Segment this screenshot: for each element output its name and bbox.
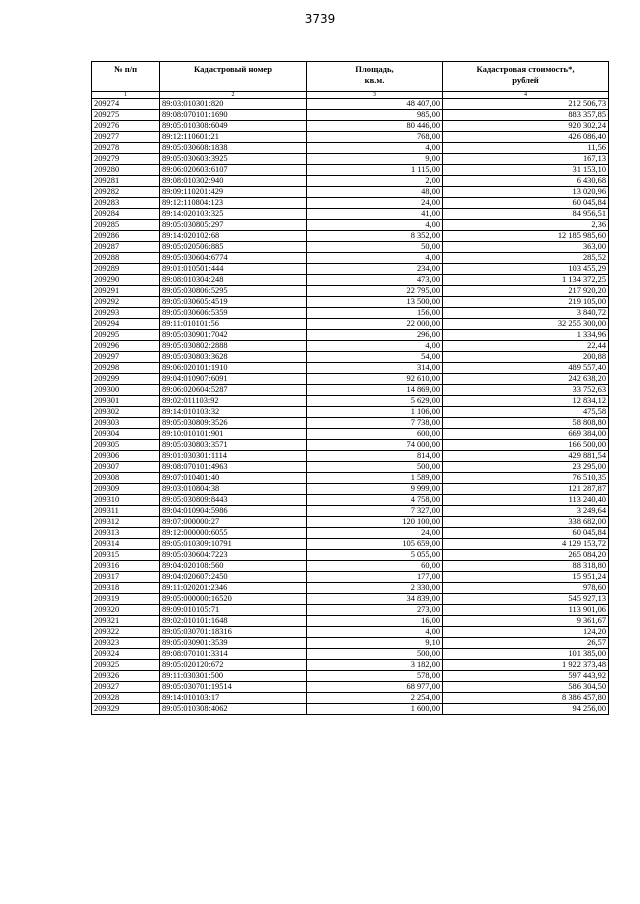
row-number-cell: 209319 [92, 594, 160, 605]
area-cell: 13 500,00 [307, 297, 443, 308]
row-number-cell: 209314 [92, 539, 160, 550]
area-cell: 2,00 [307, 176, 443, 187]
cadastral-value-cell: 166 500,00 [443, 440, 609, 451]
cadastral-number-cell: 89:03:010804:38 [160, 484, 307, 495]
cadastral-value-cell: 429 881,54 [443, 451, 609, 462]
cadastral-value-cell: 545 927,13 [443, 594, 609, 605]
table-row [92, 308, 609, 319]
table-row [92, 275, 609, 286]
cadastral-value-cell: 11,56 [443, 143, 609, 154]
header-row [92, 62, 609, 92]
cadastral-value-cell: 4 129 153,72 [443, 539, 609, 550]
cadastral-number-cell: 89:06:020603:6107 [160, 165, 307, 176]
table-row [92, 506, 609, 517]
cadastral-value-cell: 22,44 [443, 341, 609, 352]
cadastral-value-cell: 33 752,63 [443, 385, 609, 396]
table-row [92, 319, 609, 330]
row-number-cell: 209310 [92, 495, 160, 506]
page-number: 3739 [304, 12, 336, 26]
cadastral-value-cell: 242 638,20 [443, 374, 609, 385]
cadastral-value-cell: 8 386 457,80 [443, 693, 609, 704]
cadastral-number-cell: 89:05:020120:672 [160, 660, 307, 671]
table-row [92, 418, 609, 429]
row-number-cell: 209303 [92, 418, 160, 429]
table-row [92, 528, 609, 539]
cadastral-number-cell: 89:12:000000:6055 [160, 528, 307, 539]
area-cell: 273,00 [307, 605, 443, 616]
area-cell: 500,00 [307, 649, 443, 660]
cadastral-value-cell: 265 084,20 [443, 550, 609, 561]
cadastral-value-cell: 9 361,67 [443, 616, 609, 627]
cadastral-number-cell: 89:12:110804:123 [160, 198, 307, 209]
cadastral-value-cell: 84 956,51 [443, 209, 609, 220]
row-number-cell: 209313 [92, 528, 160, 539]
area-cell: 8 352,00 [307, 231, 443, 242]
cadastral-number-cell: 89:08:010304:248 [160, 275, 307, 286]
cadastral-number-cell: 89:06:020604:5287 [160, 385, 307, 396]
cadastral-value-cell: 219 105,00 [443, 297, 609, 308]
area-cell: 9,00 [307, 154, 443, 165]
table-row [92, 220, 609, 231]
row-number-cell: 209305 [92, 440, 160, 451]
row-number-cell: 209316 [92, 561, 160, 572]
row-number-cell: 209278 [92, 143, 160, 154]
area-cell: 74 000,00 [307, 440, 443, 451]
table-row [92, 253, 609, 264]
row-number-cell: 209317 [92, 572, 160, 583]
row-number-cell: 209300 [92, 385, 160, 396]
cadastral-value-cell: 6 430,68 [443, 176, 609, 187]
cadastral-number-cell: 89:01:030301:1114 [160, 451, 307, 462]
cadastral-number-cell: 89:10:010101:901 [160, 429, 307, 440]
row-number-cell: 209283 [92, 198, 160, 209]
table-row [92, 407, 609, 418]
row-number-cell: 209322 [92, 627, 160, 638]
row-number-cell: 209282 [92, 187, 160, 198]
area-cell: 34 839,00 [307, 594, 443, 605]
cadastral-number-cell: 89:02:010101:1648 [160, 616, 307, 627]
cadastral-value-cell: 597 443,92 [443, 671, 609, 682]
cadastral-number-cell: 89:09:110201:429 [160, 187, 307, 198]
table-row [92, 396, 609, 407]
cadastral-value-cell: 285,52 [443, 253, 609, 264]
area-cell: 120 100,00 [307, 517, 443, 528]
table-row [92, 594, 609, 605]
table-row [92, 649, 609, 660]
table-row [92, 693, 609, 704]
cadastral-number-cell: 89:05:030604:7223 [160, 550, 307, 561]
cadastral-number-cell: 89:04:010907:6091 [160, 374, 307, 385]
cadastral-value-cell: 88 318,80 [443, 561, 609, 572]
area-cell: 4,00 [307, 253, 443, 264]
table-row [92, 385, 609, 396]
table-row [92, 176, 609, 187]
cadastral-number-cell: 89:11:020201:2346 [160, 583, 307, 594]
area-cell: 177,00 [307, 572, 443, 583]
area-cell: 54,00 [307, 352, 443, 363]
cadastral-number-cell: 89:02:011103:92 [160, 396, 307, 407]
cadastral-number-cell: 89:05:020506:885 [160, 242, 307, 253]
cadastral-value-cell: 217 920,20 [443, 286, 609, 297]
area-cell: 4,00 [307, 220, 443, 231]
table-row [92, 660, 609, 671]
row-number-cell: 209329 [92, 704, 160, 715]
table-row [92, 154, 609, 165]
row-number-cell: 209292 [92, 297, 160, 308]
cadastral-value-cell: 489 557,40 [443, 363, 609, 374]
table-row [92, 627, 609, 638]
cadastral-value-cell: 338 682,00 [443, 517, 609, 528]
row-number-cell: 209302 [92, 407, 160, 418]
table-header [92, 62, 609, 99]
cadastral-number-cell: 89:11:030301:500 [160, 671, 307, 682]
cadastral-value-cell: 1 922 373,48 [443, 660, 609, 671]
table-row [92, 143, 609, 154]
cadastral-value-cell: 32 255 300,00 [443, 319, 609, 330]
cadastral-value-cell: 23 295,00 [443, 462, 609, 473]
row-number-cell: 209315 [92, 550, 160, 561]
row-number-cell: 209293 [92, 308, 160, 319]
area-cell: 1 106,00 [307, 407, 443, 418]
row-number-cell: 209301 [92, 396, 160, 407]
area-cell: 296,00 [307, 330, 443, 341]
area-cell: 1 589,00 [307, 473, 443, 484]
area-cell: 2 254,00 [307, 693, 443, 704]
table-row [92, 572, 609, 583]
cadastral-number-cell: 89:05:030803:3628 [160, 352, 307, 363]
cadastral-number-cell: 89:08:070101:3314 [160, 649, 307, 660]
cadastral-value-cell: 94 256,00 [443, 704, 609, 715]
cadastral-number-cell: 89:05:030901:7042 [160, 330, 307, 341]
row-number-cell: 209320 [92, 605, 160, 616]
row-number-cell: 209290 [92, 275, 160, 286]
table-row [92, 132, 609, 143]
row-number-cell: 209291 [92, 286, 160, 297]
row-number-cell: 209328 [92, 693, 160, 704]
area-cell: 814,00 [307, 451, 443, 462]
area-cell: 48 407,00 [307, 99, 443, 110]
cadastral-number-cell: 89:03:010301:820 [160, 99, 307, 110]
header-row-number: № п/п [92, 62, 160, 92]
cadastral-number-cell: 89:05:030604:6774 [160, 253, 307, 264]
header-cadastral-number: Кадастровый номер [160, 62, 307, 92]
row-number-cell: 209296 [92, 341, 160, 352]
row-number-cell: 209295 [92, 330, 160, 341]
row-number-cell: 209286 [92, 231, 160, 242]
cadastral-number-cell: 89:11:010101:56 [160, 319, 307, 330]
area-cell: 14 869,00 [307, 385, 443, 396]
area-cell: 578,00 [307, 671, 443, 682]
area-cell: 4 758,00 [307, 495, 443, 506]
area-cell: 5 629,00 [307, 396, 443, 407]
cadastral-number-cell: 89:14:010103:17 [160, 693, 307, 704]
cadastral-number-cell: 89:09:010105:71 [160, 605, 307, 616]
cadastral-value-cell: 31 153,10 [443, 165, 609, 176]
cadastral-number-cell: 89:07:000000:27 [160, 517, 307, 528]
table-row [92, 704, 609, 715]
row-number-cell: 209326 [92, 671, 160, 682]
table-row [92, 242, 609, 253]
row-number-cell: 209323 [92, 638, 160, 649]
table-row [92, 539, 609, 550]
cadastral-number-cell: 89:06:020101:1910 [160, 363, 307, 374]
cadastral-number-cell: 89:05:010309:10791 [160, 539, 307, 550]
area-cell: 4,00 [307, 341, 443, 352]
area-cell: 9 999,00 [307, 484, 443, 495]
cadastral-number-cell: 89:04:020607:2450 [160, 572, 307, 583]
area-cell: 9,10 [307, 638, 443, 649]
area-cell: 1 115,00 [307, 165, 443, 176]
row-number-cell: 209304 [92, 429, 160, 440]
area-cell: 41,00 [307, 209, 443, 220]
cadastral-number-cell: 89:07:010401:40 [160, 473, 307, 484]
table-row [92, 671, 609, 682]
row-number-cell: 209307 [92, 462, 160, 473]
cadastral-value-cell: 920 302,24 [443, 121, 609, 132]
cadastral-value-cell: 15 951,24 [443, 572, 609, 583]
cadastral-number-cell: 89:05:030806:5295 [160, 286, 307, 297]
table-row [92, 561, 609, 572]
cadastral-number-cell: 89:05:030606:5359 [160, 308, 307, 319]
area-cell: 80 446,00 [307, 121, 443, 132]
cadastral-value-cell: 426 086,40 [443, 132, 609, 143]
table-row [92, 363, 609, 374]
area-cell: 92 610,00 [307, 374, 443, 385]
area-cell: 2 330,00 [307, 583, 443, 594]
cadastral-value-cell: 13 020,96 [443, 187, 609, 198]
row-number-cell: 209311 [92, 506, 160, 517]
row-number-cell: 209325 [92, 660, 160, 671]
row-number-cell: 209294 [92, 319, 160, 330]
cadastral-value-cell: 3 249,64 [443, 506, 609, 517]
area-cell: 50,00 [307, 242, 443, 253]
cadastral-number-cell: 89:08:070101:4963 [160, 462, 307, 473]
cadastral-number-cell: 89:05:030701:19514 [160, 682, 307, 693]
row-number-cell: 209321 [92, 616, 160, 627]
row-number-cell: 209280 [92, 165, 160, 176]
table-row [92, 231, 609, 242]
table-row [92, 374, 609, 385]
table-row [92, 638, 609, 649]
table-row [92, 550, 609, 561]
cadastral-number-cell: 89:08:070101:1690 [160, 110, 307, 121]
table-row [92, 462, 609, 473]
cadastral-number-cell: 89:05:030809:8443 [160, 495, 307, 506]
cadastral-value-cell: 3 840,72 [443, 308, 609, 319]
area-cell: 7 327,00 [307, 506, 443, 517]
table-row [92, 451, 609, 462]
table-row [92, 209, 609, 220]
cadastral-number-cell: 89:05:030701:18316 [160, 627, 307, 638]
row-number-cell: 209324 [92, 649, 160, 660]
row-number-cell: 209274 [92, 99, 160, 110]
cadastral-value-cell: 12 834,12 [443, 396, 609, 407]
cadastral-value-cell: 1 334,96 [443, 330, 609, 341]
row-number-cell: 209276 [92, 121, 160, 132]
area-cell: 68 977,00 [307, 682, 443, 693]
area-cell: 3 182,00 [307, 660, 443, 671]
cadastral-value-cell: 363,00 [443, 242, 609, 253]
cadastral-number-cell: 89:04:020108:560 [160, 561, 307, 572]
table-row [92, 110, 609, 121]
cadastral-number-cell: 89:05:030605:4519 [160, 297, 307, 308]
cadastral-number-cell: 89:05:030608:1838 [160, 143, 307, 154]
row-number-cell: 209327 [92, 682, 160, 693]
area-cell: 473,00 [307, 275, 443, 286]
table-row [92, 330, 609, 341]
table-row [92, 682, 609, 693]
area-cell: 16,00 [307, 616, 443, 627]
area-cell: 105 659,00 [307, 539, 443, 550]
cadastral-number-cell: 89:05:030805:297 [160, 220, 307, 231]
cadastral-value-cell: 121 287,87 [443, 484, 609, 495]
table-row [92, 165, 609, 176]
cadastral-value-cell: 12 185 985,60 [443, 231, 609, 242]
cadastral-value-cell: 883 357,85 [443, 110, 609, 121]
cadastral-value-cell: 669 384,00 [443, 429, 609, 440]
cadastral-number-cell: 89:14:020103:325 [160, 209, 307, 220]
area-cell: 7 738,00 [307, 418, 443, 429]
table-row [92, 264, 609, 275]
table-row [92, 473, 609, 484]
cadastral-number-cell: 89:05:030603:3925 [160, 154, 307, 165]
cadastral-number-cell: 89:12:110601:21 [160, 132, 307, 143]
cadastral-value-cell: 58 808,80 [443, 418, 609, 429]
column-number: 3 [307, 92, 443, 99]
row-number-cell: 209287 [92, 242, 160, 253]
column-number: 4 [443, 92, 609, 99]
row-number-cell: 209288 [92, 253, 160, 264]
row-number-cell: 209308 [92, 473, 160, 484]
cadastral-number-cell: 89:05:030901:3539 [160, 638, 307, 649]
area-cell: 156,00 [307, 308, 443, 319]
area-cell: 234,00 [307, 264, 443, 275]
cadastral-value-cell: 978,60 [443, 583, 609, 594]
cadastral-number-cell: 89:05:030803:3571 [160, 440, 307, 451]
row-number-cell: 209284 [92, 209, 160, 220]
cadastral-value-cell: 167,13 [443, 154, 609, 165]
cadastral-value-cell: 475,58 [443, 407, 609, 418]
cadastral-value-cell: 1 134 372,25 [443, 275, 609, 286]
table-row [92, 616, 609, 627]
row-number-cell: 209309 [92, 484, 160, 495]
area-cell: 4,00 [307, 627, 443, 638]
row-number-cell: 209306 [92, 451, 160, 462]
table-row [92, 484, 609, 495]
area-cell: 314,00 [307, 363, 443, 374]
area-cell: 48,00 [307, 187, 443, 198]
row-number-cell: 209312 [92, 517, 160, 528]
cadastral-value-cell: 60 045,84 [443, 528, 609, 539]
table-row [92, 198, 609, 209]
area-cell: 768,00 [307, 132, 443, 143]
table-row [92, 297, 609, 308]
cadastral-value-cell: 26,57 [443, 638, 609, 649]
table-body [92, 99, 609, 715]
row-number-cell: 209279 [92, 154, 160, 165]
cadastral-number-cell: 89:04:010904:5986 [160, 506, 307, 517]
row-number-cell: 209318 [92, 583, 160, 594]
table-row [92, 187, 609, 198]
table-row [92, 605, 609, 616]
cadastral-number-cell: 89:05:030809:3526 [160, 418, 307, 429]
cadastral-number-cell: 89:05:010308:6049 [160, 121, 307, 132]
table-row [92, 341, 609, 352]
area-cell: 500,00 [307, 462, 443, 473]
cadastral-number-cell: 89:05:010308:4062 [160, 704, 307, 715]
table-row [92, 121, 609, 132]
cadastral-value-cell: 76 510,35 [443, 473, 609, 484]
row-number-cell: 209297 [92, 352, 160, 363]
column-number-row [92, 92, 609, 99]
area-cell: 22 000,00 [307, 319, 443, 330]
area-cell: 600,00 [307, 429, 443, 440]
cadastral-value-cell: 60 045,84 [443, 198, 609, 209]
cadastral-number-cell: 89:05:030802:2888 [160, 341, 307, 352]
area-cell: 985,00 [307, 110, 443, 121]
column-number: 1 [92, 92, 160, 99]
cadastral-value-cell: 113 240,40 [443, 495, 609, 506]
cadastral-value-cell: 124,20 [443, 627, 609, 638]
cadastral-value-cell: 586 304,50 [443, 682, 609, 693]
table-row [92, 429, 609, 440]
cadastral-value-cell: 113 901,06 [443, 605, 609, 616]
cadastral-number-cell: 89:14:020102:68 [160, 231, 307, 242]
row-number-cell: 209277 [92, 132, 160, 143]
cadastral-table [91, 61, 609, 715]
column-number: 2 [160, 92, 307, 99]
cadastral-number-cell: 89:14:010103:32 [160, 407, 307, 418]
cadastral-value-cell: 101 385,00 [443, 649, 609, 660]
cadastral-value-cell: 200,88 [443, 352, 609, 363]
table-row [92, 583, 609, 594]
area-cell: 5 055,00 [307, 550, 443, 561]
header-cadastral-value: Кадастровая стоимость*, рублей [443, 62, 609, 92]
cadastral-number-cell: 89:08:010302:940 [160, 176, 307, 187]
area-cell: 24,00 [307, 528, 443, 539]
row-number-cell: 209299 [92, 374, 160, 385]
row-number-cell: 209285 [92, 220, 160, 231]
cadastral-value-cell: 212 506,73 [443, 99, 609, 110]
area-cell: 22 795,00 [307, 286, 443, 297]
row-number-cell: 209298 [92, 363, 160, 374]
header-area: Площадь, кв.м. [307, 62, 443, 92]
area-cell: 1 600,00 [307, 704, 443, 715]
area-cell: 4,00 [307, 143, 443, 154]
row-number-cell: 209281 [92, 176, 160, 187]
row-number-cell: 209289 [92, 264, 160, 275]
table-row [92, 352, 609, 363]
row-number-cell: 209275 [92, 110, 160, 121]
table-row [92, 286, 609, 297]
cadastral-value-cell: 103 455,29 [443, 264, 609, 275]
cadastral-number-cell: 89:05:000000:16520 [160, 594, 307, 605]
cadastral-number-cell: 89:01:010501:444 [160, 264, 307, 275]
table-row [92, 495, 609, 506]
cadastral-value-cell: 2,36 [443, 220, 609, 231]
table-row [92, 440, 609, 451]
table-row [92, 99, 609, 110]
area-cell: 24,00 [307, 198, 443, 209]
area-cell: 60,00 [307, 561, 443, 572]
table-row [92, 517, 609, 528]
